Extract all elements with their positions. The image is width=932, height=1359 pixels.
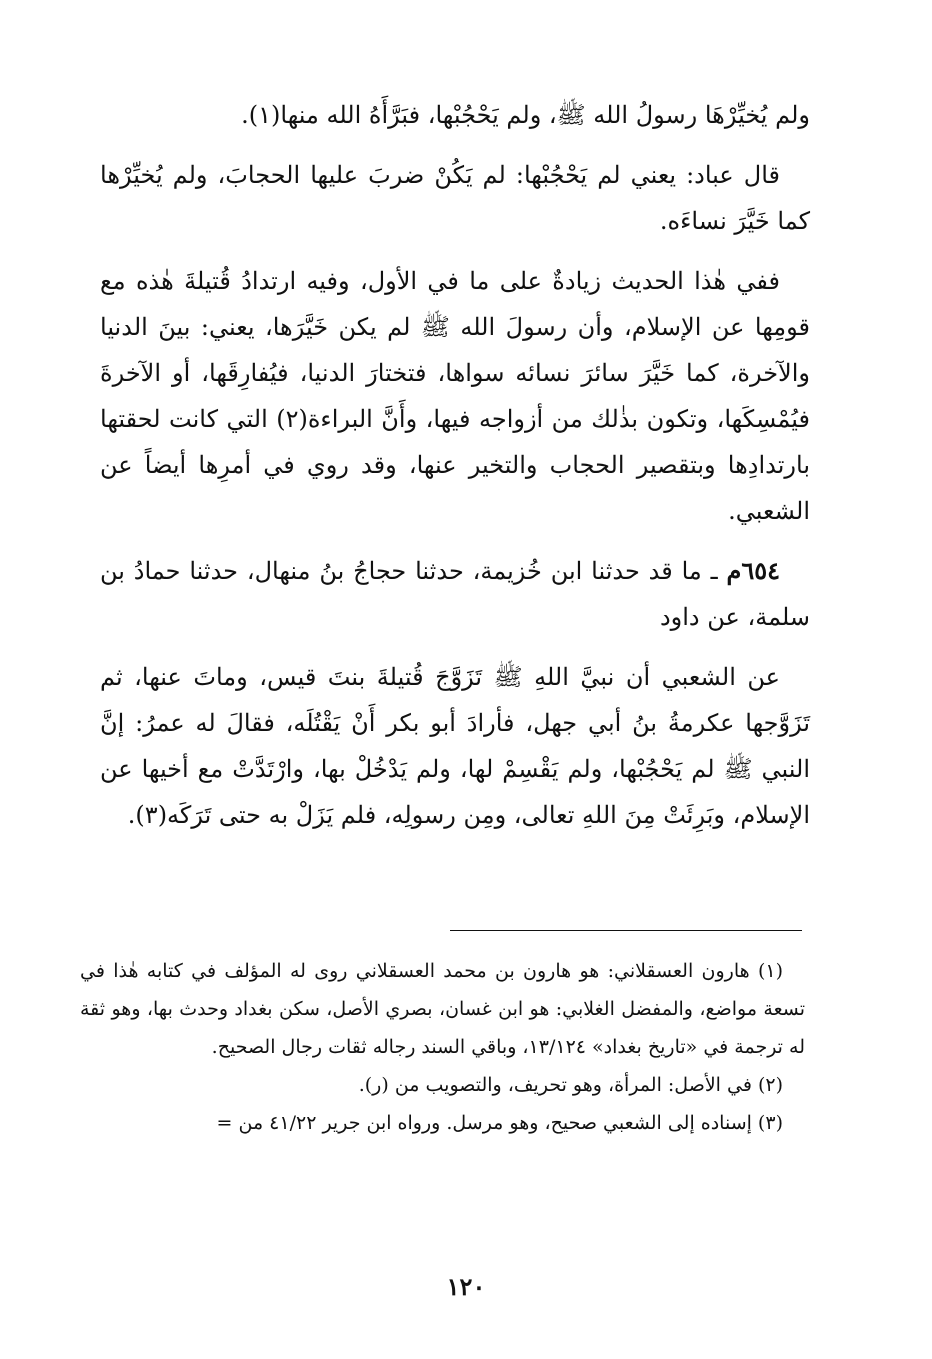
paragraph-3: ففي هٰذا الحديث زيادةٌ على ما في الأول، وفيه ارتدادُ قُتيلةَ هٰذه مع قومِها عن الإسلام، وأن رسولَ الله ﷺ لم يكن خَيَّرَها، يعني: بينَ الدنيا والآخرة، كما خَيَّرَ سائرَ نسائه سواها، فتختارَ الدنيا، فيُفارِقَها، أو الآخرةَ فيُمْسِكَها، وتكون بذٰلك من أزواجه فيها، وأَنَّ البراءة(٢) التي كانت لحقتها بارتدادِها وبتقصير الحجاب والتخير عنها، وقد روي في أمرِها أيضاً عن الشعبي. (100, 267, 810, 525)
hadith-matn: عن الشعبي أن نبيَّ اللهِ ﷺ تَزَوَّجَ قُتيلةَ بنتَ قيس، وماتَ عنها، ثم تَزَوَّجها عكرمةُ بنُ أبي جهل، فأرادَ أبو بكر أَنْ يَقْتُلَه، فقالَ له عمرُ: إنَّ النبي ﷺ لم يَحْجُبْها، ولم يَقْسِمْ لها، ولم يَدْخُلْ بها، وارْتَدَّتْ مع أخيها عن الإسلام، وبَرِئَتْ مِنَ اللهِ تعالى، ومِن رسولِه، فلم يَزَلْ به حتى تَرَكَه(٣). (100, 663, 810, 829)
footnote-divider (450, 930, 802, 931)
page-number: ١٢٠ (446, 1272, 486, 1301)
footnotes (80, 952, 805, 1142)
paragraph-2: قال عباد: يعني لم يَحْجُبْها: لم يَكُنْ ضربَ عليها الحجابَ، ولم يُخيِّرْها كما خَيَّرَ نساءَه. (100, 161, 810, 235)
footnote-3: (٣) إسناده إلى الشعبي صحيح، وهو مرسل. ورواه ابن جرير ٤١/٢٢ من = (216, 1112, 783, 1134)
main-text (100, 92, 810, 838)
hadith-number: ٦٥٤م (726, 556, 780, 585)
paragraph-1: ولم يُخيِّرْهَا رسولُ الله ﷺ، ولم يَحْجُبْها، فبَرَّأَهُ الله منها(١). (241, 101, 810, 129)
hadith-isnad (100, 548, 810, 640)
footnote-1: (١) هارون العسقلاني: هو هارون بن محمد العسقلاني روى له المؤلف في كتابه هٰذا في تسعة مواضع، والمفضل الغلابي: هو ابن غسان، بصري الأصل، سكن بغداد وحدث بها، وهو ثقة له ترجمة في «تاريخ بغداد» ١٣/١٢٤، وباقي السند رجاله ثقات رجال الصحيح. (80, 960, 805, 1058)
hadith-isnad-text: ـ ما قد حدثنا ابن خُزيمة، حدثنا حجاجُ بنُ منهال، حدثنا حمادُ بن سلمة، عن داود (100, 557, 810, 631)
footnote-2: (٢) في الأصل: المرأة، وهو تحريف، والتصويب من (ر). (358, 1074, 783, 1096)
